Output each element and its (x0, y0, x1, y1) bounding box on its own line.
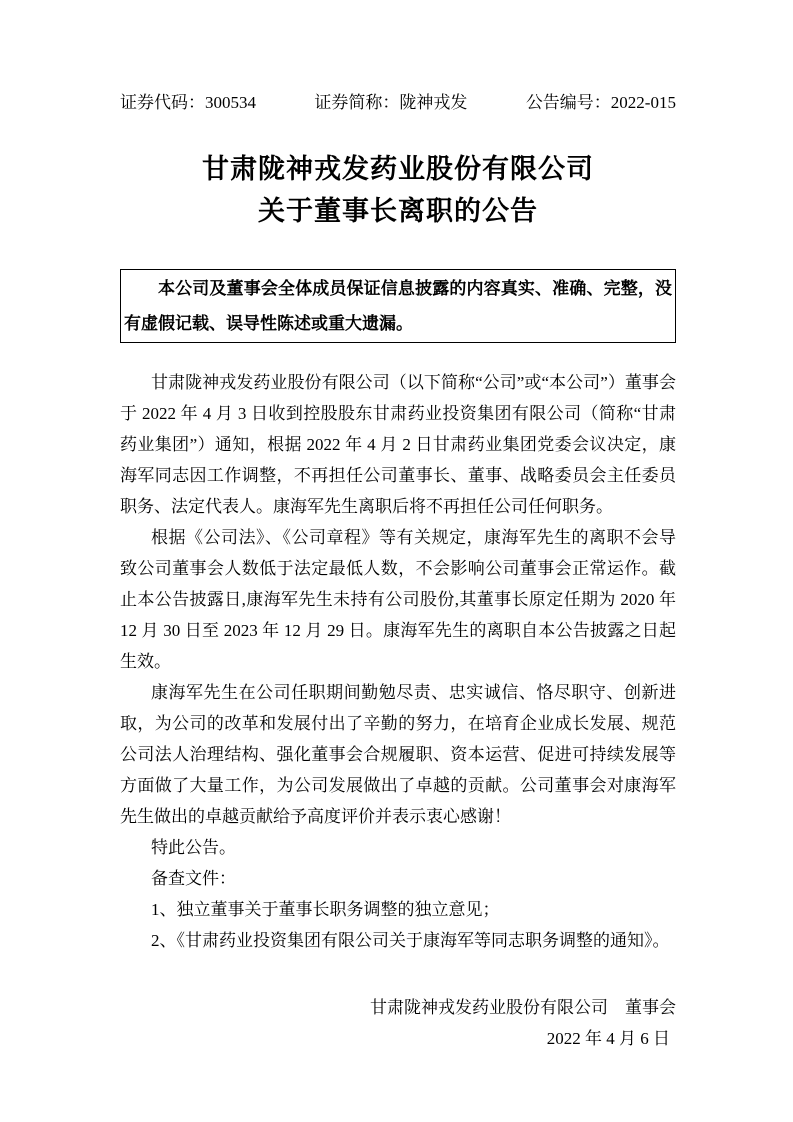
announcement-number: 公告编号：2022-015 (525, 93, 676, 112)
attachment-item-2: 2、《甘肃药业投资集团有限公司关于康海军等同志职务调整的通知》。 (151, 931, 670, 950)
signature-block (120, 992, 676, 1054)
body-paragraph-3: 康海军先生在公司任职期间勤勉尽责、忠实诚信、恪尽职守、创新进取，为公司的改革和发展付出了辛勤的努力，在培育企业成长发展、规范公司法人治理结构、强化董事会合规履职、资本运营、促进可持续发展等方面做了大量工作，为公司发展做出了卓越的贡献。公司董事会对康海军先生做出的卓越贡献给予高度评价并表示衷心感谢！ (120, 683, 676, 826)
closing-statement: 特此公告。 (151, 838, 236, 857)
disclaimer-box: 本公司及董事会全体成员保证信息披露的内容真实、准确、完整，没有虚假记载、误导性陈述或重大遗漏。 (120, 269, 676, 343)
securities-header (120, 92, 676, 114)
signature-company: 甘肃陇神戎发药业股份有限公司 董事会 (370, 998, 676, 1017)
stock-abbr: 证券简称：陇神戎发 (314, 93, 468, 112)
stock-code: 证券代码：300534 (120, 93, 256, 112)
body-paragraph-2: 根据《公司法》、《公司章程》等有关规定，康海军先生的离职不会导致公司董事会人数低于法定最低人数，不会影响公司董事会正常运作。截止本公告披露日,康海军先生未持有公司股份,其董事长原定任期为 2020 年 12 月 30 日至 2023 年 12 月 29 日。康海军先生的离职自本公告披露之日起生效。 (120, 528, 676, 671)
attachment-item-1: 1、独立董事关于董事长职务调整的独立意见； (151, 900, 500, 919)
document-title (120, 148, 676, 232)
signature-date: 2022 年 4 月 6 日 (546, 1029, 670, 1048)
announcement-body (120, 367, 676, 956)
body-paragraph-1: 甘肃陇神戎发药业股份有限公司（以下简称“公司”或“本公司”）董事会于 2022 年 4 月 3 日收到控股股东甘肃药业投资集团有限公司（简称“甘肃药业集团”）通知，根据 2022 年 4 月 2 日甘肃药业集团党委会议决定，康海军同志因工作调整，不再担任公司董事长、董事、战略委员会主任委员职务、法定代表人。康海军先生离职后将不再担任公司任何职务。 (120, 373, 676, 516)
document-title-line1: 甘肃陇神戎发药业股份有限公司 (202, 154, 594, 184)
attachments-heading: 备查文件： (151, 869, 236, 888)
document-title-line2: 关于董事长离职的公告 (258, 196, 538, 226)
